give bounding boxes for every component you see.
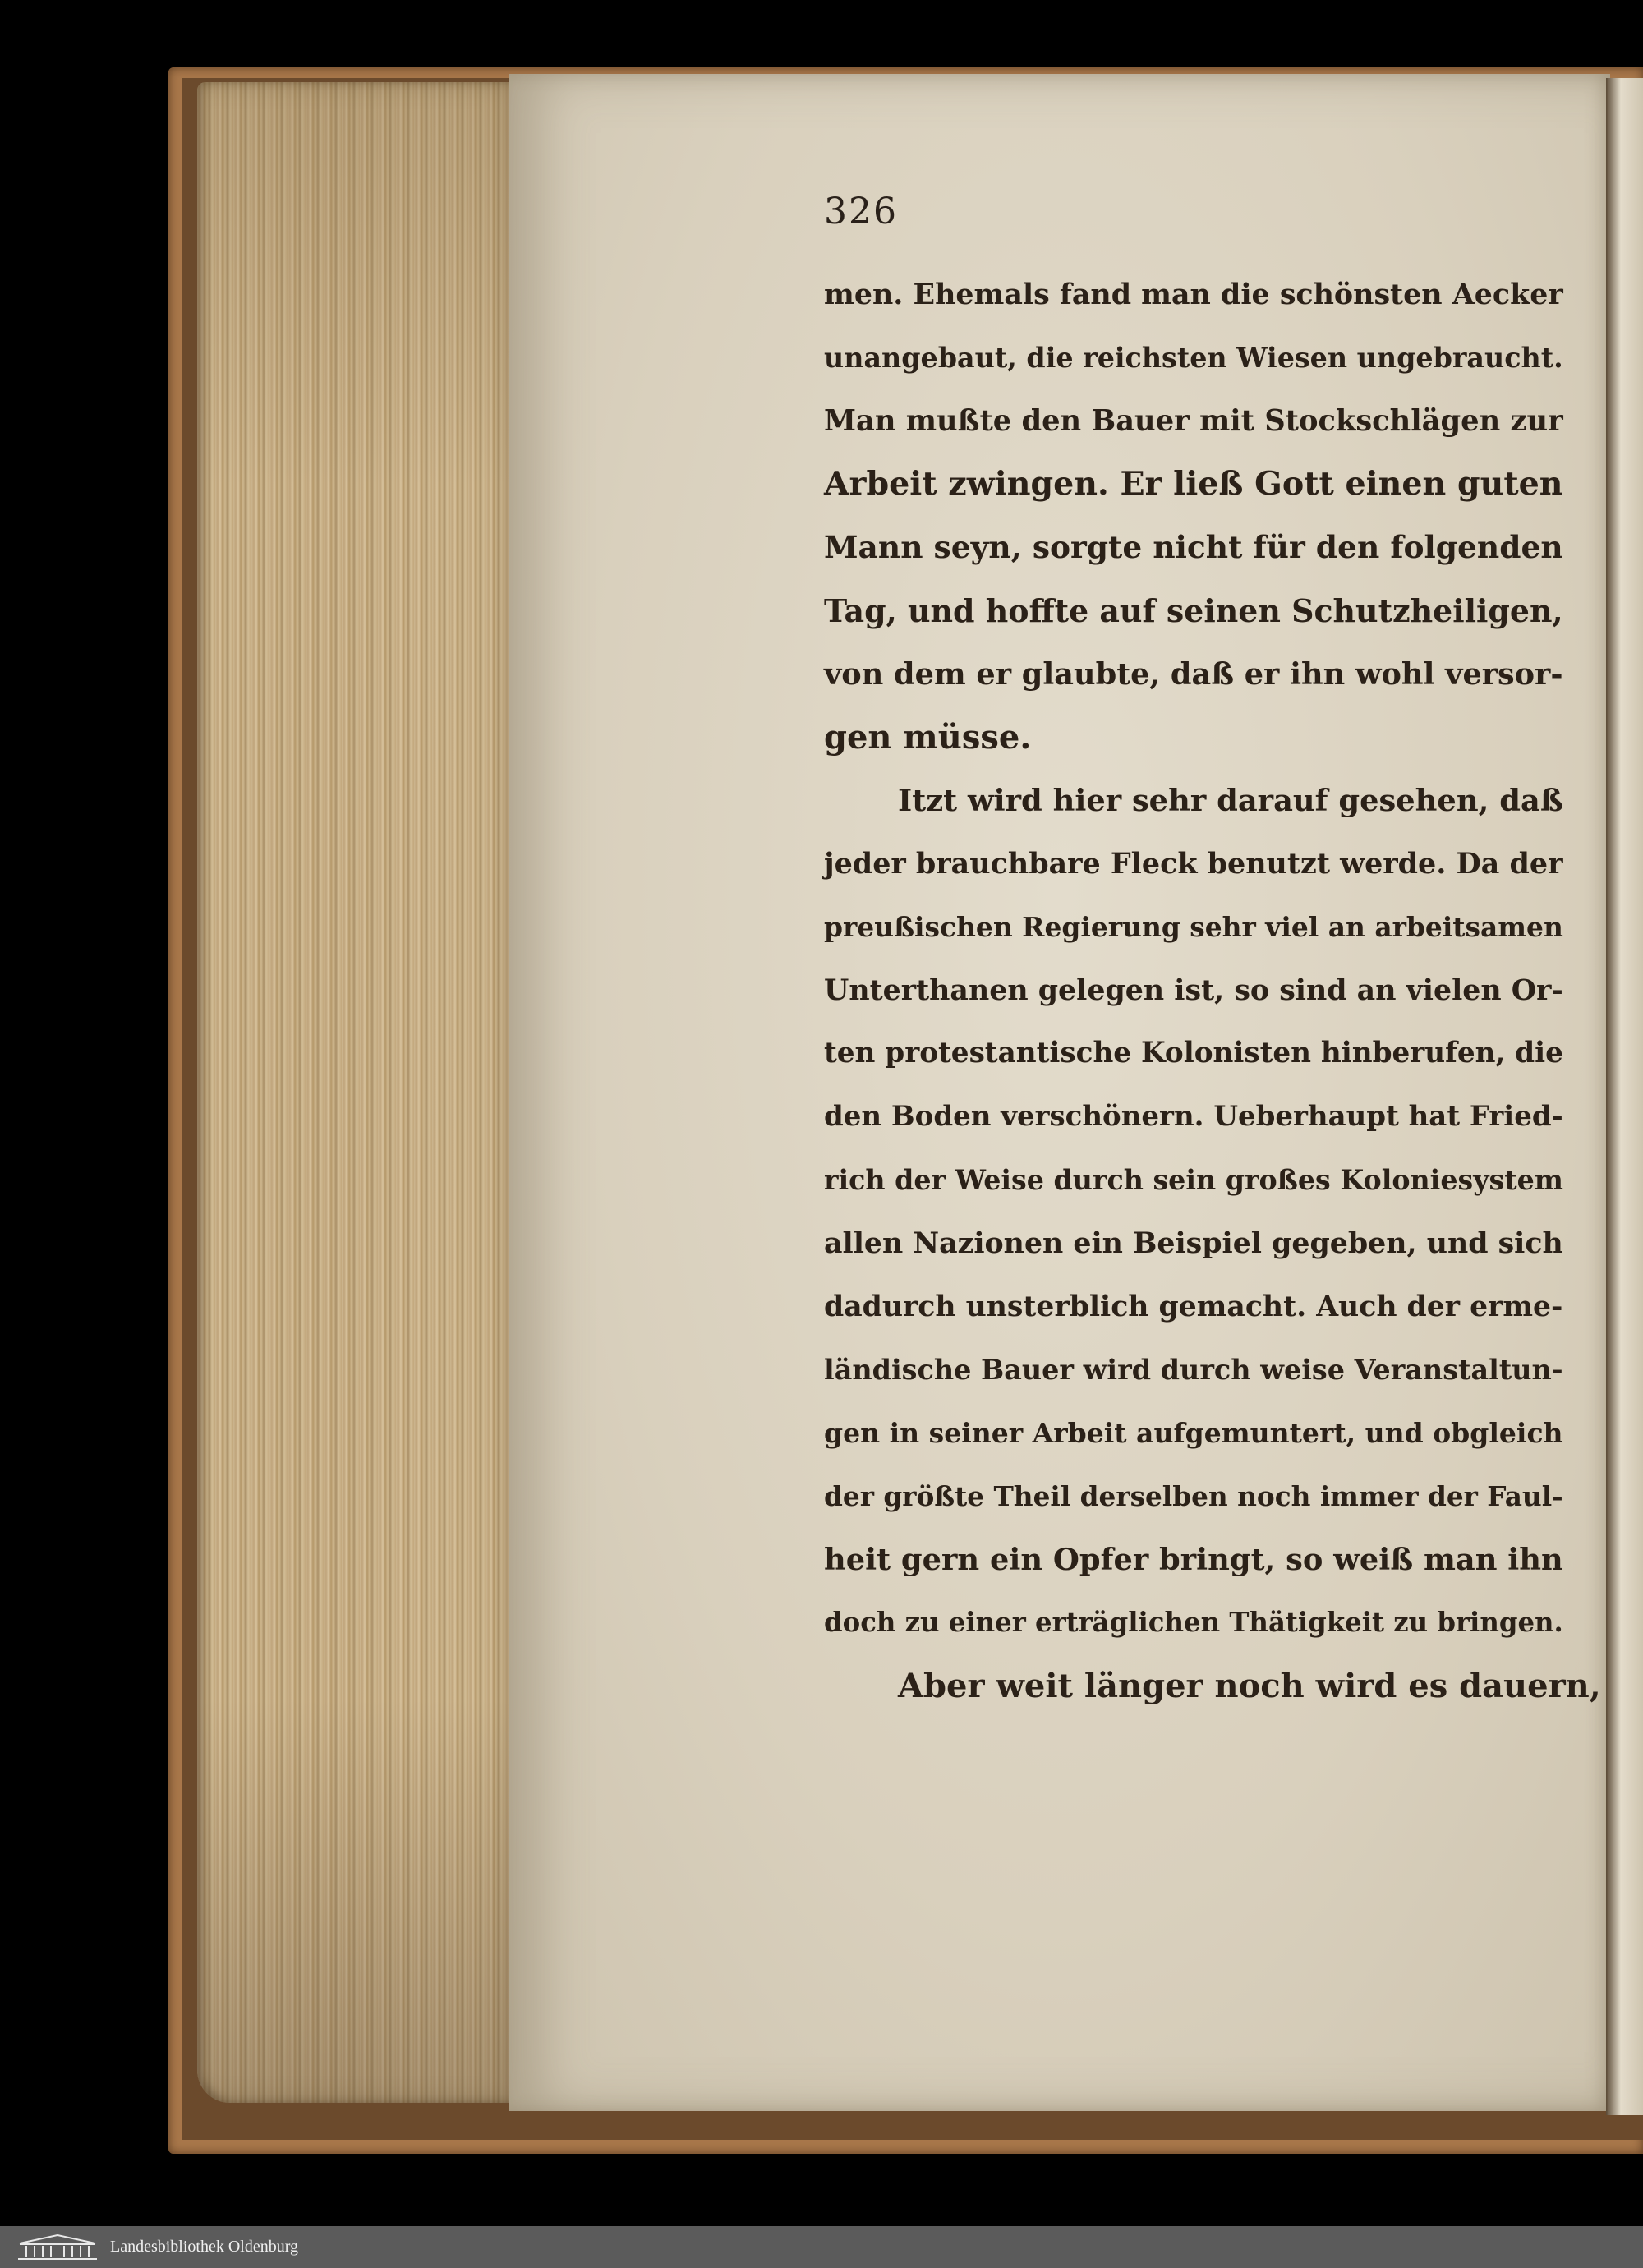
text-line: den Boden verschönern. Ueberhaupt hat Fried- [824,1100,1563,1133]
library-name: Landesbibliothek Oldenburg [110,2238,299,2256]
page-edges [197,82,526,2103]
page-number: 326 [824,191,898,232]
text-line: von dem er glaubte, daß er ihn wohl versor- [824,656,1563,692]
text-line: heit gern ein Opfer bringt, so weiß man ihn [824,1541,1563,1577]
text-line: ländische Bauer wird durch weise Veranstaltun- [824,1354,1563,1386]
page-text [824,263,1601,1718]
text-line: jeder brauchbare Fleck benutzt werde. Da der [824,847,1563,881]
text-line: der größte Theil derselben noch immer der Faul- [824,1480,1563,1512]
right-page-gutter [1606,78,1643,2115]
text-line: men. Ehemals fand man die schönsten Aecker [824,278,1563,311]
text-line: gen in seiner Arbeit aufgemuntert, und obgleich [824,1417,1563,1449]
text-line: dadurch unsterblich gemacht. Auch der erme- [824,1290,1563,1323]
text-line: Tag, und hoffte auf seinen Schutzheiligen, [824,592,1563,629]
text-line: unangebaut, die reichsten Wiesen ungebraucht. [824,342,1563,374]
footer-bar [0,2226,1643,2268]
library-building-icon [16,2233,99,2261]
text-line: Unterthanen gelegen ist, so sind an vielen Or- [824,973,1563,1007]
text-line: Aber weit länger noch wird es dauern, [898,1667,1601,1705]
text-line: preußischen Regierung sehr viel an arbeitsamen [824,911,1563,943]
text-line: Man mußte den Bauer mit Stockschlägen zur [824,404,1563,438]
text-line: doch zu einer erträglichen Thätigkeit zu bringen. [824,1607,1563,1638]
text-line: rich der Weise durch sein großes Koloniesystem [824,1164,1563,1196]
text-line: Mann seyn, sorgte nicht für den folgenden [824,529,1563,565]
text-line: gen müsse. [824,718,1032,757]
text-line: allen Nazionen ein Beispiel gegeben, und sich [824,1226,1563,1260]
text-line: Itzt wird hier sehr darauf gesehen, daß [898,782,1563,818]
text-line: ten protestantische Kolonisten hinberufen, die [824,1037,1563,1070]
text-line: Arbeit zwingen. Er ließ Gott einen guten [824,465,1563,503]
